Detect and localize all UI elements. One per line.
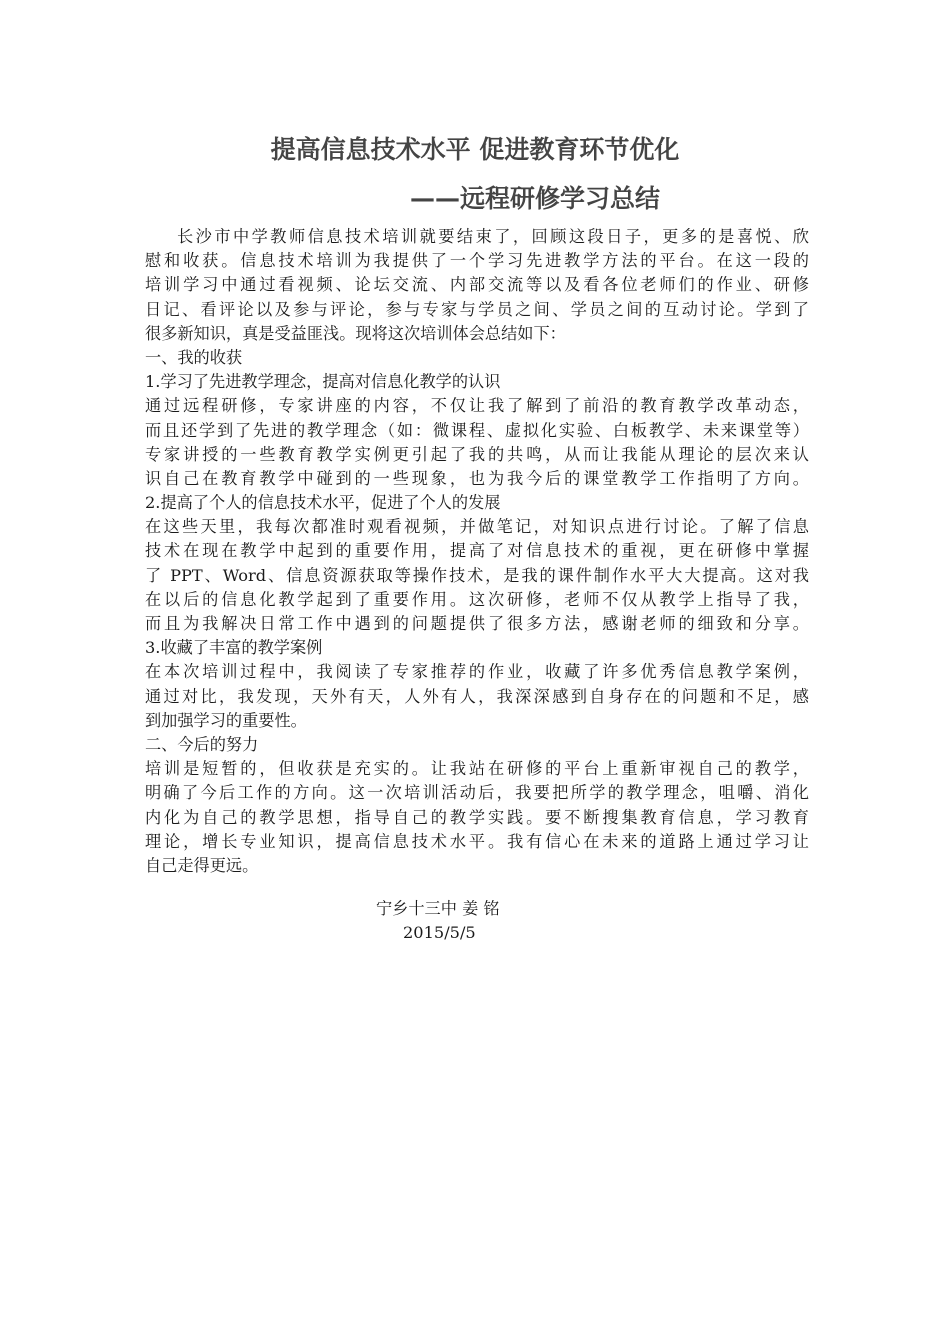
body-line: 识自己在教育教学中碰到的一些现象，也为我今后的课堂教学工作指明了方向。	[145, 468, 809, 488]
body-line: 技术在现在教学中起到的重要作用，提高了对信息技术的重视，更在研修中掌握	[145, 541, 809, 561]
document-body	[145, 225, 809, 878]
body-line: 在以后的信息化教学起到了重要作用。这次研修，老师不仅从教学上指导了我，	[145, 589, 809, 609]
section-heading: 一、我的收获	[145, 347, 243, 367]
body-line: 很多新知识，真是受益匪浅。现将这次培训体会总结如下：	[145, 323, 566, 343]
document-subtitle: ——远程研修学习总结	[410, 184, 661, 213]
body-line: 明确了今后工作的方向。这一次培训活动后，我要把所学的教学理念，咀嚼、消化	[145, 783, 809, 803]
body-line: 培训学习中通过看视频、论坛交流、内部交流等以及看各位老师们的作业、研修	[145, 275, 809, 295]
body-line: 了 PPT、Word、信息资源获取等操作技术，是我的课件制作水平大大提高。这对我	[145, 565, 809, 585]
body-line: 长沙市中学教师信息技术培训就要结束了，回顾这段日子，更多的是喜悦、欣	[177, 227, 809, 246]
subsection-heading: 2.提高了个人的信息技术水平，促进了个人的发展	[145, 493, 501, 513]
author-signature: 宁乡十三中 姜 铭	[376, 899, 500, 918]
document-date: 2015/5/5	[403, 923, 476, 942]
body-line: 专家讲授的一些教育教学实例更引起了我的共鸣，从而让我能从理论的层次来认	[145, 444, 809, 464]
body-line: 到加强学习的重要性。	[145, 710, 307, 730]
body-line: 在这些天里，我每次都准时观看视频，并做笔记，对知识点进行讨论。了解了信息	[145, 517, 809, 537]
subsection-heading: 1.学习了先进教学理念，提高对信息化教学的认识	[145, 372, 501, 392]
body-line: 而且还学到了先进的教学理念（如：微课程、虚拟化实验、白板教学、未来课堂等）	[145, 420, 809, 440]
subsection-heading: 3.收藏了丰富的教学案例	[145, 638, 323, 658]
body-line: 培训是短暂的，但收获是充实的。让我站在研修的平台上重新审视自己的教学，	[145, 759, 809, 779]
body-line: 内化为自己的教学思想，指导自己的教学实践。要不断搜集教育信息，学习教育	[145, 807, 809, 827]
body-line: 日记、看评论以及参与评论，参与专家与学员之间、学员之间的互动讨论。学到了	[145, 299, 809, 319]
body-line: 通过对比，我发现，天外有天，人外有人，我深深感到自身存在的问题和不足，感	[145, 686, 809, 706]
body-line: 在本次培训过程中，我阅读了专家推荐的作业，收藏了许多优秀信息教学案例，	[145, 662, 809, 682]
section-heading: 二、今后的努力	[145, 734, 259, 754]
body-line: 慰和收获。信息技术培训为我提供了一个学习先进教学方法的平台。在这一段的	[145, 251, 809, 271]
document-title: 提高信息技术水平 促进教育环节优化	[270, 135, 680, 164]
body-line: 理论，增长专业知识，提高信息技术水平。我有信心在未来的道路上通过学习让	[145, 831, 809, 851]
body-line: 而且为我解决日常工作中遇到的问题提供了很多方法，感谢老师的细致和分享。	[145, 614, 809, 633]
body-line: 通过远程研修，专家讲座的内容，不仅让我了解到了前沿的教育教学改革动态，	[145, 396, 809, 416]
body-line: 自己走得更远。	[145, 855, 259, 875]
